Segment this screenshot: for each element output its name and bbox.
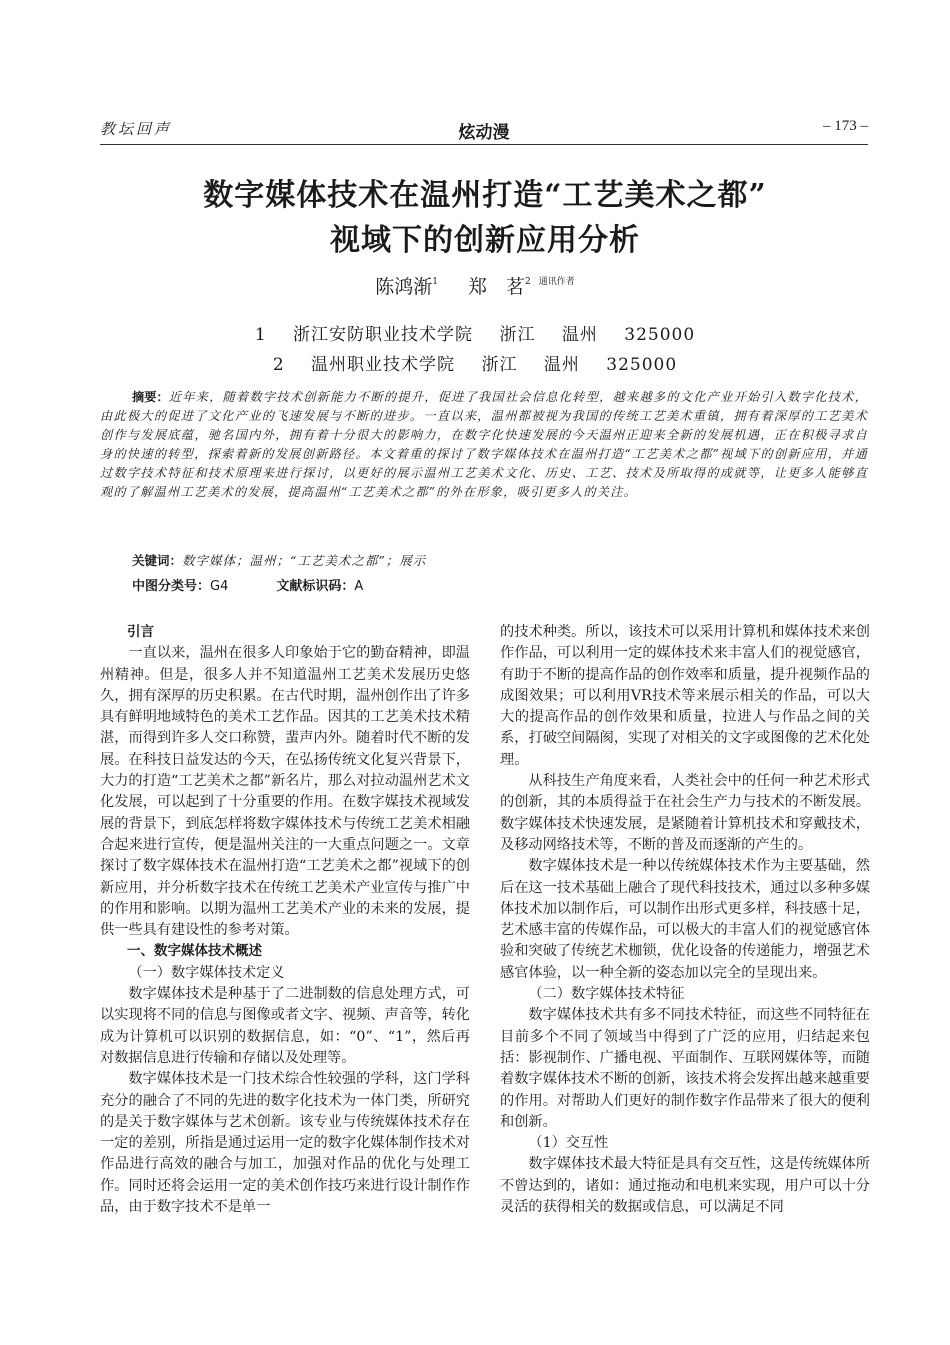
- abstract: [100, 388, 868, 502]
- body-paragraph: 数字媒体技术是一种以传统媒体技术作为主要基础，然后在这一技术基础上融合了现代科技技术，通过以多种多媒体技术加以制作后，可以制作出形式更多样，科技感十足，艺术感丰富的传媒作品，可以极大的丰富人们的视觉感官体验和突破了传统艺术枷锁，优化设备的传递能力，增强艺术感官体验，以一种全新的姿态加以完全的呈现出来。: [500, 858, 870, 981]
- affiliation-1: [0, 320, 950, 345]
- affiliation-school: 温州职业技术学院: [311, 355, 456, 375]
- intro-paragraph: 一直以来，温州在很多人印象始于它的勤奋精神，即温州精神。但是，很多人并不知道温州工艺美术发展历史悠久，拥有深厚的历史积累。在古代时期，温州创作出了许多具有鲜明地域特色的美术工艺作品。因其的工艺美术技术精湛，而得到许多人交口称赞，蜚声内外。随着时代不断的发展。在科技日益发达的今天，在弘扬传统文化复兴背景下，大力的打造“工艺美术之都”新名片，那么对拉动温州艺术文化发展，可以起到了十分重要的作用。在数字媒技术视域发展的背景下，到底怎样将数字媒体技术与传统工艺美术相融合起来进行宣传，便是温州关注的一大重点问题之一。文章探讨了数字媒体技术在温州打造“工艺美术之都”视域下的创新应用，并分析数字技术在传统工艺美术产业宣传与推广中的作用和影响。以期为温州工艺美术产业的未来的发展，提供一些具有建设性的参考对策。: [100, 645, 470, 939]
- author-2: 郑 茗: [468, 276, 526, 298]
- affiliation-province: 浙江: [499, 325, 536, 345]
- header-column-name: 教坛回声: [100, 120, 173, 138]
- body-paragraph: 数字媒体技术是种基于了二进制数的信息处理方式，可以实现将不同的信息与图像或者文字、视频、声音等，转化成为计算机可以识别的数据信息，如：“0”、“1”，然后再对数据信息进行传输和存储以及处理等。: [100, 986, 470, 1066]
- intro-heading: 引言: [127, 624, 154, 640]
- section-heading-1: 一、数字媒体技术概述: [127, 943, 262, 960]
- body-paragraph: 数字媒体技术是一门技术综合性较强的学科，这门学科充分的融合了不同的先进的数字化技术为一体门类，所研究的是关于数字媒体与艺术创新。该专业与传统媒体技术存在一定的差别，所指是通过运用一定的数字化媒体制作技术对作品进行高效的融合与加工，加强对作品的优化与处理工作。同时还将会运用一定的美术创作技巧来进行设计制作作品，由于数字技术不是单一: [100, 1071, 470, 1216]
- affiliation-number: 1: [254, 325, 267, 345]
- keywords-label: 关键词：: [132, 553, 183, 568]
- body-column-left: [100, 622, 470, 1218]
- abstract-text: 近年来，随着数字技术创新能力不断的提升，促进了我国社会信息化转型，越来越多的文化产业开始引入数字化技术，由此极大的促进了文化产业的飞速发展与不断的进步。一直以来，温州都被视为我国的传统工艺美术重镇，拥有着深厚的工艺美术创作与发展底蕴，驰名国内外，拥有着十分很大的影响力，在数字化快速发展的今天温州正迎来全新的发展机遇，正在积极寻求自身的快速的转型，探索着新的发展创新路径。本文着重的探讨了数字媒体技术在温州打造“工艺美术之都”视域下的创新应用，并通过数字技术特征和技术原理来进行探讨，以更好的展示温州工艺美术文化、历史、工艺、技术及所取得的成就等，让更多人能够直观的了解温州工艺美术的发展，提高温州“工艺美术之都”的外在形象，吸引更多人的关注。: [100, 390, 868, 499]
- subsection-heading-1: （一）数字媒体技术定义: [128, 964, 285, 981]
- affiliation-city: 温州: [561, 325, 598, 345]
- author-1-affiliation-mark: 1: [432, 277, 438, 287]
- keywords-text: 数字媒体；温州；“工艺美术之都”；展示: [182, 553, 427, 568]
- classification-line: [132, 575, 363, 594]
- clc-label: 中图分类号：: [132, 579, 211, 594]
- corresponding-author-note: 通讯作者: [538, 277, 575, 287]
- page-number: – 173 –: [823, 118, 868, 134]
- body-paragraph: 数字媒体技术最大特征是具有交互性，这是传统媒体所不曾达到的，诸如：通过拖动和电机来实现，用户可以十分灵活的获得相关的数据或信息，可以满足不同: [500, 1156, 870, 1216]
- body-paragraph: 的技术种类。所以，该技术可以采用计算机和媒体技术来创作作品，可以利用一定的媒体技术来丰富人们的视觉感官，有助于不断的提高作品的创作效率和质量，提升视频作品的成图效果；可以利用VR技术等来展示相关的作品，可以大大的提高作品的创作效果和质量，拉进人与作品之间的关系，打破空间隔阂，实现了对相关的文字或图像的艺术化处理。: [500, 624, 870, 768]
- body-paragraph: 从科技生产角度来看，人类社会中的任何一种艺术形式的创新，其的本质得益于在社会生产力与技术的不断发展。数字媒体技术快速发展，是紧随着计算机技术和穿戴技术，及移动网络技术等，不断的普及而逐渐的产生的。: [500, 773, 870, 853]
- affiliation-city: 温州: [543, 355, 580, 375]
- author-line: [0, 272, 950, 299]
- affiliation-province: 浙江: [481, 355, 518, 375]
- subsection-heading-3: （1）交互性: [528, 1135, 609, 1152]
- author-2-affiliation-mark: 2: [525, 277, 531, 287]
- affiliation-school: 浙江安防职业技术学院: [293, 325, 474, 345]
- article-title-line-2: 视域下的创新应用分析: [330, 223, 640, 258]
- affiliation-zip: 325000: [624, 325, 696, 345]
- clc-value: G4: [210, 579, 229, 594]
- abstract-label: 摘要：: [132, 390, 169, 404]
- body-column-right: [500, 622, 870, 1218]
- running-header: [100, 118, 868, 145]
- doc-code-label: 文献标识码：: [276, 579, 355, 594]
- body-paragraph: 数字媒体技术共有多不同技术特征，而这些不同特征在目前多个不同了领域当中得到了广泛的应用，归结起来包括：影视制作、广播电视、平面制作、互联网媒体等，而随着数字媒体技术不断的创新，该技术将会发挥出越来越重要的作用。对帮助人们更好的制作数字作品带来了很大的便利和创新。: [500, 1007, 870, 1130]
- affiliation-2: [0, 350, 950, 375]
- keywords: [132, 551, 426, 569]
- subsection-heading-2: （二）数字媒体技术特征: [528, 986, 685, 1003]
- article-title-line-1: 数字媒体技术在温州打造“工艺美术之都”: [203, 178, 767, 213]
- header-journal-name: 炫动漫: [458, 123, 510, 143]
- doc-code-value: A: [354, 579, 364, 594]
- affiliation-zip: 325000: [606, 355, 678, 375]
- affiliation-number: 2: [272, 355, 285, 375]
- author-1: 陈鸿渐: [375, 276, 433, 298]
